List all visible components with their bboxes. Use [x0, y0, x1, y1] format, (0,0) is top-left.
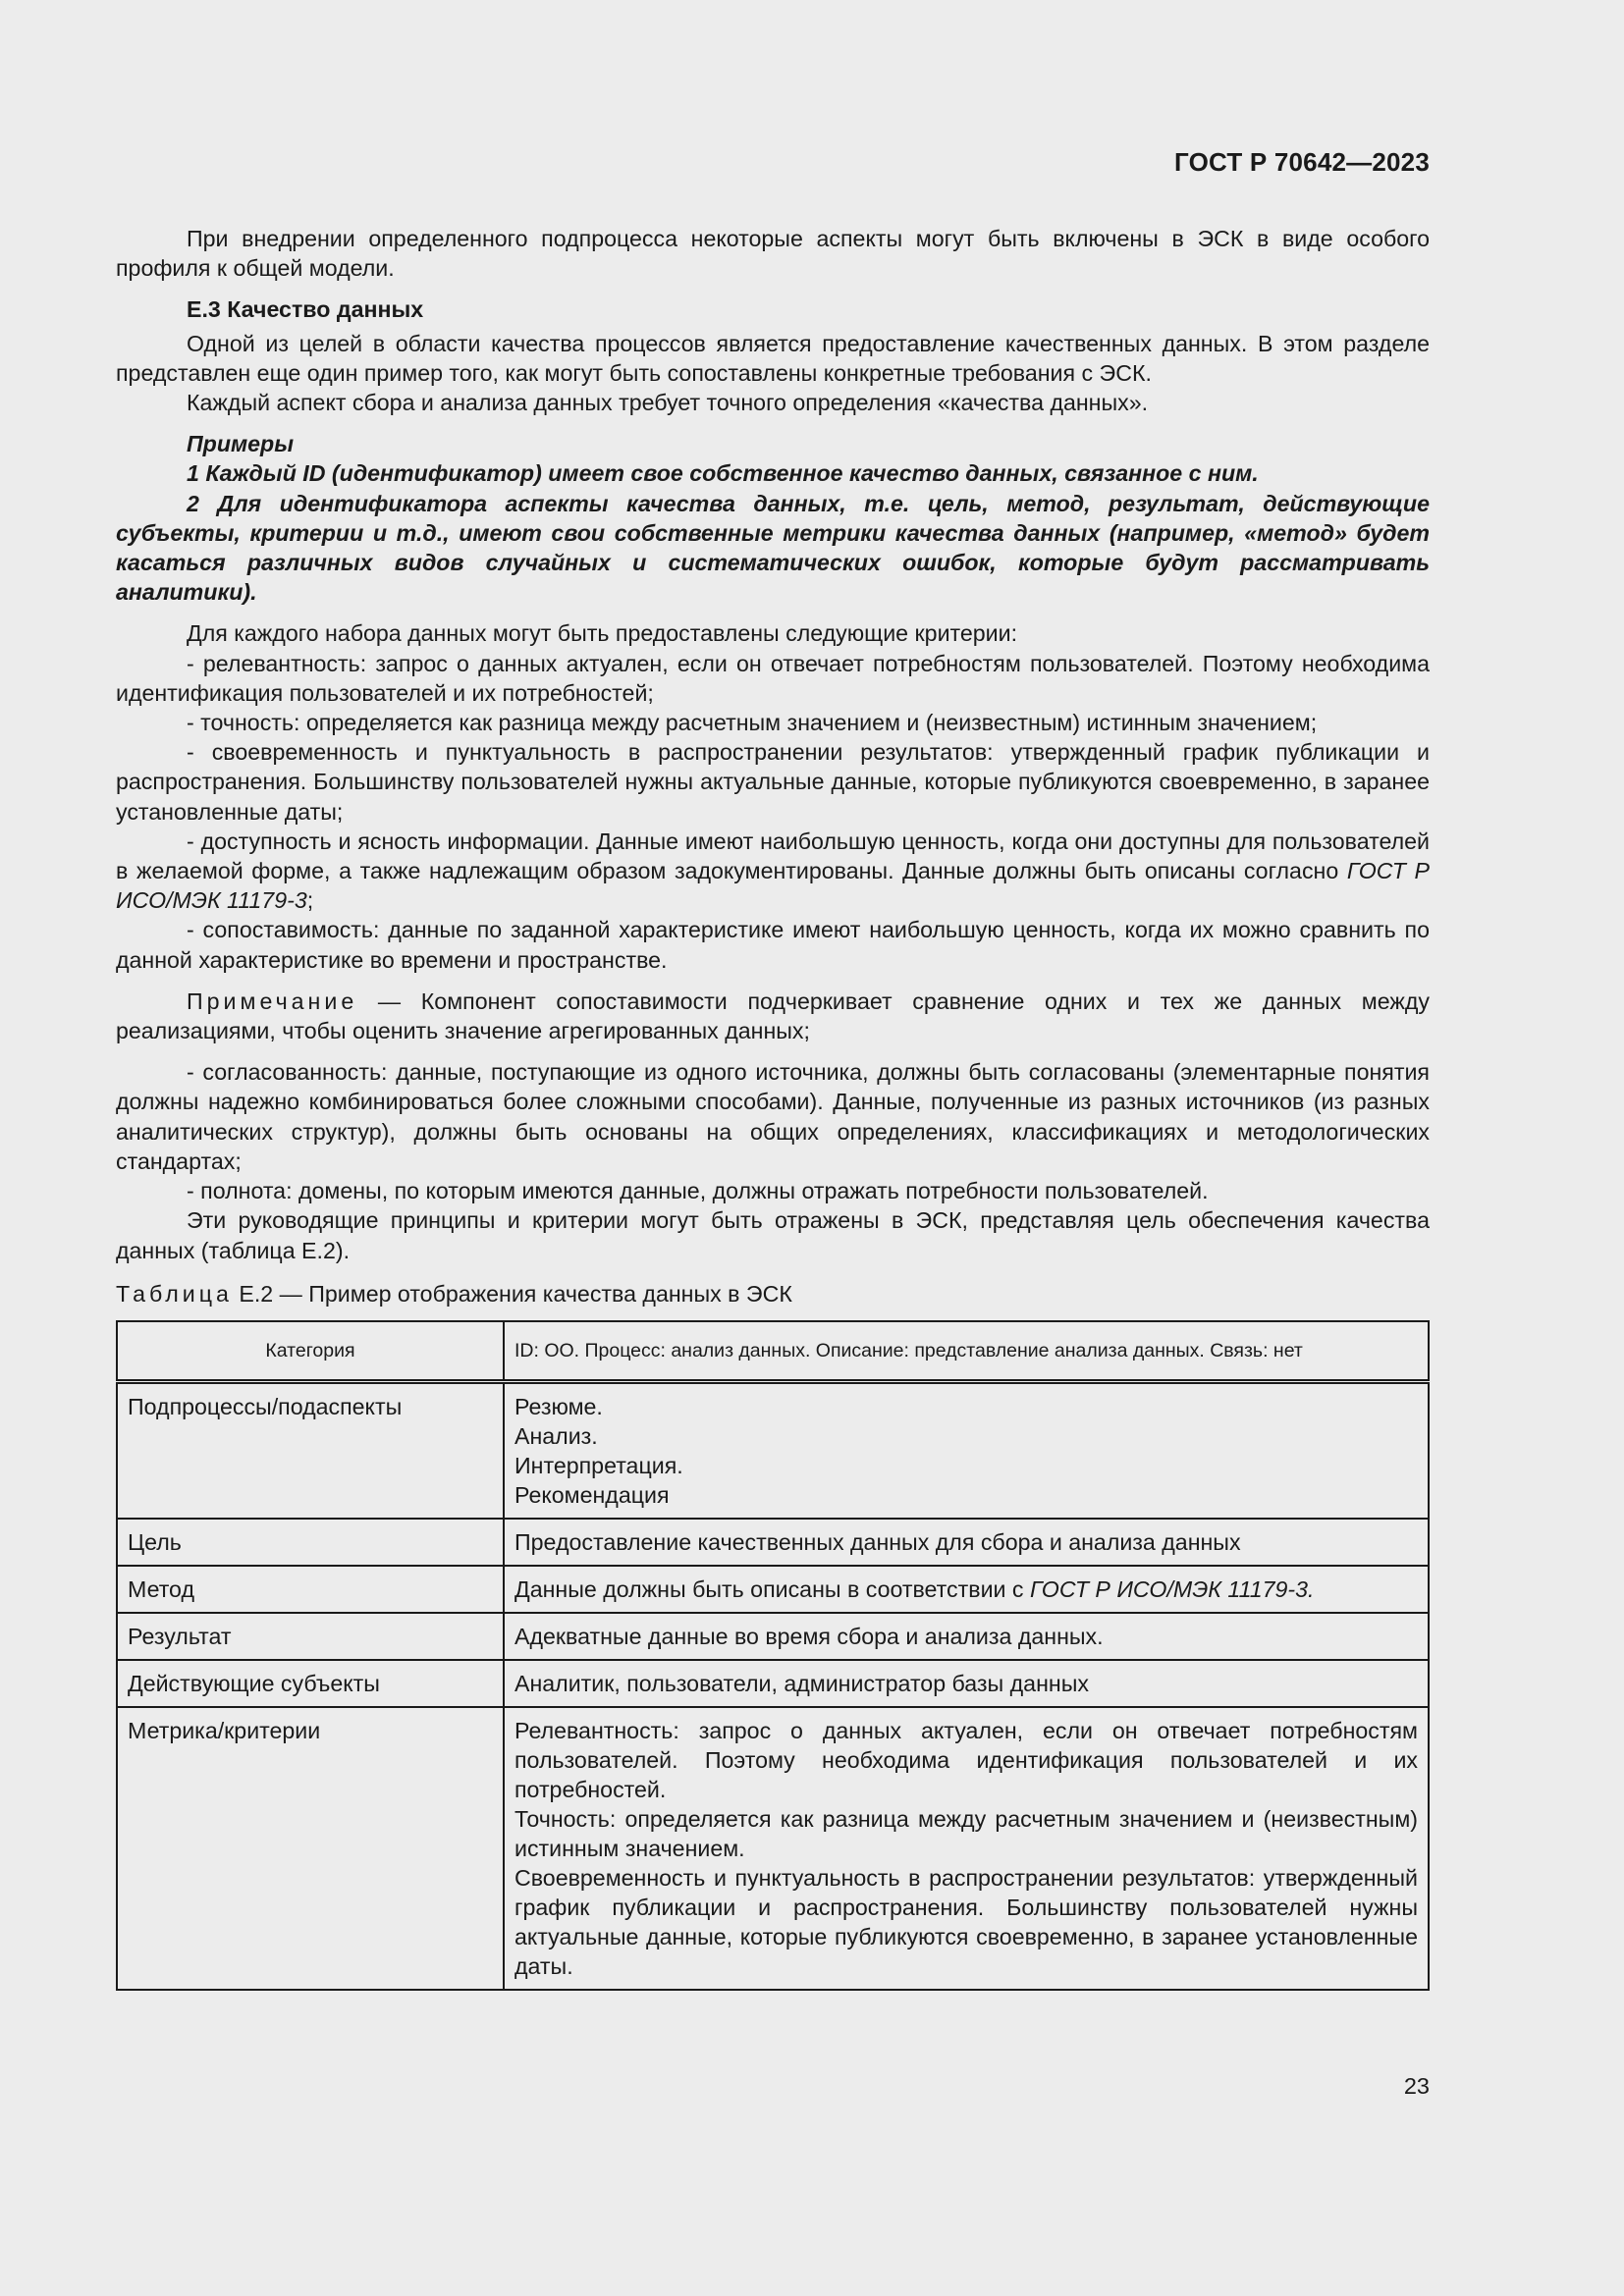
- row-label: Метод: [117, 1566, 504, 1613]
- value-line: Точность: определяется как разница между расчетным значением и (неизвестным) истинным значением.: [514, 1805, 1418, 1861]
- bullet-accessibility: [116, 827, 1430, 916]
- value-line: Интерпретация.: [514, 1452, 683, 1478]
- note-text: — Компонент сопоставимости подчеркивает сравнение одних и тех же данных между реализациями, чтобы оценить значение агрегированных данных;: [116, 988, 1430, 1044]
- page-number: 23: [1403, 2073, 1430, 2099]
- table-caption-label: Таблица: [116, 1280, 233, 1307]
- bullet-relevance: - релевантность: запрос о данных актуален, если он отвечает потребностям пользователей. Поэтому необходима идентификация пользователей и их потребностей;: [116, 650, 1430, 706]
- row-value: Адекватные данные во время сбора и анализа данных.: [504, 1613, 1429, 1660]
- document-body: [116, 224, 1430, 1991]
- table-row: [117, 1613, 1429, 1660]
- method-reference: ГОСТ Р ИСО/МЭК 11179-3.: [1029, 1575, 1315, 1602]
- table-row: [117, 1566, 1429, 1613]
- table-row: [117, 1519, 1429, 1566]
- value-line: Резюме.: [514, 1393, 603, 1419]
- value-line: Рекомендация: [514, 1481, 670, 1508]
- value-line: Анализ.: [514, 1422, 598, 1449]
- paragraph-goal: Одной из целей в области качества процессов является предоставление качественных данных. В этом разделе представлен еще один пример того, как могут быть сопоставлены конкретные требования с ЭСК.: [116, 330, 1430, 386]
- document-page: [116, 0, 1430, 2296]
- intro-paragraph: При внедрении определенного подпроцесса некоторые аспекты могут быть включены в ЭСК в виде особого профиля к общей модели.: [116, 226, 1430, 282]
- standard-reference: ГОСТ Р ИСО/МЭК 11179-3: [116, 858, 1430, 914]
- bullet-comparability: - сопоставимость: данные по заданной характеристике имеют наибольшую ценность, когда их можно сравнить по данной характеристике во времени и пространстве.: [116, 917, 1430, 973]
- criteria-intro: Для каждого набора данных могут быть предоставлены следующие критерии:: [187, 620, 1018, 647]
- bullet-accessibility-text: - доступность и ясность информации. Данные имеют наибольшую ценность, когда они доступны для пользователей в желаемой форме, а также надлежащим образом задокументированы. Данные должны быть описаны согласно: [116, 828, 1430, 884]
- row-value: [504, 1566, 1429, 1613]
- row-label: Цель: [117, 1519, 504, 1566]
- bullet-timeliness: - своевременность и пунктуальность в распространении результатов: утвержденный график публикации и распространения. Большинству пользователей нужны актуальные данные, которые публикуются своевременно, в заранее установленные даты;: [116, 739, 1430, 825]
- section-heading: Е.3 Качество данных: [187, 296, 424, 323]
- value-line: Релевантность: запрос о данных актуален, если он отвечает потребностям пользователей. Поэтому необходима идентификация пользователей и их потребностей.: [514, 1717, 1418, 1802]
- document-id: ГОСТ Р 70642—2023: [1174, 147, 1430, 177]
- table-caption-text: Е.2 — Пример отображения качества данных в ЭСК: [232, 1280, 792, 1307]
- closing-paragraph: Эти руководящие принципы и критерии могут быть отражены в ЭСК, представляя цель обеспечения качества данных (таблица Е.2).: [116, 1207, 1430, 1263]
- table-row: [117, 1707, 1429, 1990]
- row-label: Действующие субъекты: [117, 1660, 504, 1707]
- header-category: Категория: [117, 1321, 504, 1382]
- table-row: [117, 1660, 1429, 1707]
- note-label: Примечание: [187, 988, 358, 1014]
- value-line: Своевременность и пунктуальность в распространении результатов: утвержденный график публикации и распространения. Большинству пользователей нужны актуальные данные, которые публикуются своевременно, в заранее установленные даты.: [514, 1864, 1418, 1979]
- row-value: [504, 1381, 1429, 1519]
- bullet-accessibility-end: ;: [306, 887, 314, 914]
- table-caption: [116, 1279, 1430, 1308]
- row-label: Метрика/критерии: [117, 1707, 504, 1990]
- table-row: [117, 1381, 1429, 1519]
- row-label: Подпроцессы/подаспекты: [117, 1381, 504, 1519]
- bullet-accuracy: - точность: определяется как разница между расчетным значением и (неизвестным) истинным значением;: [187, 710, 1318, 736]
- examples-title: Примеры: [187, 431, 295, 457]
- method-text: Данные должны быть описаны в соответствии с: [514, 1575, 1030, 1602]
- bullet-coherence: - согласованность: данные, поступающие из одного источника, должны быть согласованы (элементарные понятия должны надежно комбинироваться более сложными способами). Данные, полученные из разных источников (из разных аналитических структур), должны быть основаны на общих определениях, классификациях и методологических стандартах;: [116, 1059, 1430, 1174]
- row-value: Предоставление качественных данных для сбора и анализа данных: [504, 1519, 1429, 1566]
- note-paragraph: [116, 987, 1430, 1045]
- example-2: 2 Для идентификатора аспекты качества данных, т.е. цель, метод, результат, действующие субъекты, критерии и т.д., имеют свои собственные метрики качества данных (например, «метод» будет касаться различных видов случайных и систематических ошибок, которые будут рассматривать аналитики).: [116, 490, 1430, 606]
- paragraph-aspect: Каждый аспект сбора и анализа данных требует точного определения «качества данных».: [187, 390, 1149, 416]
- mapping-table: [116, 1320, 1430, 1991]
- example-1: 1 Каждый ID (идентификатор) имеет свое собственное качество данных, связанное с ним.: [187, 460, 1259, 487]
- header-description: ID: OO. Процесс: анализ данных. Описание: представление анализа данных. Связь: нет: [504, 1321, 1429, 1382]
- row-label: Результат: [117, 1613, 504, 1660]
- row-value: [504, 1707, 1429, 1990]
- table-header-row: [117, 1321, 1429, 1382]
- row-value: Аналитик, пользователи, администратор базы данных: [504, 1660, 1429, 1707]
- bullet-completeness: - полнота: домены, по которым имеются данные, должны отражать потребности пользователей.: [187, 1178, 1209, 1204]
